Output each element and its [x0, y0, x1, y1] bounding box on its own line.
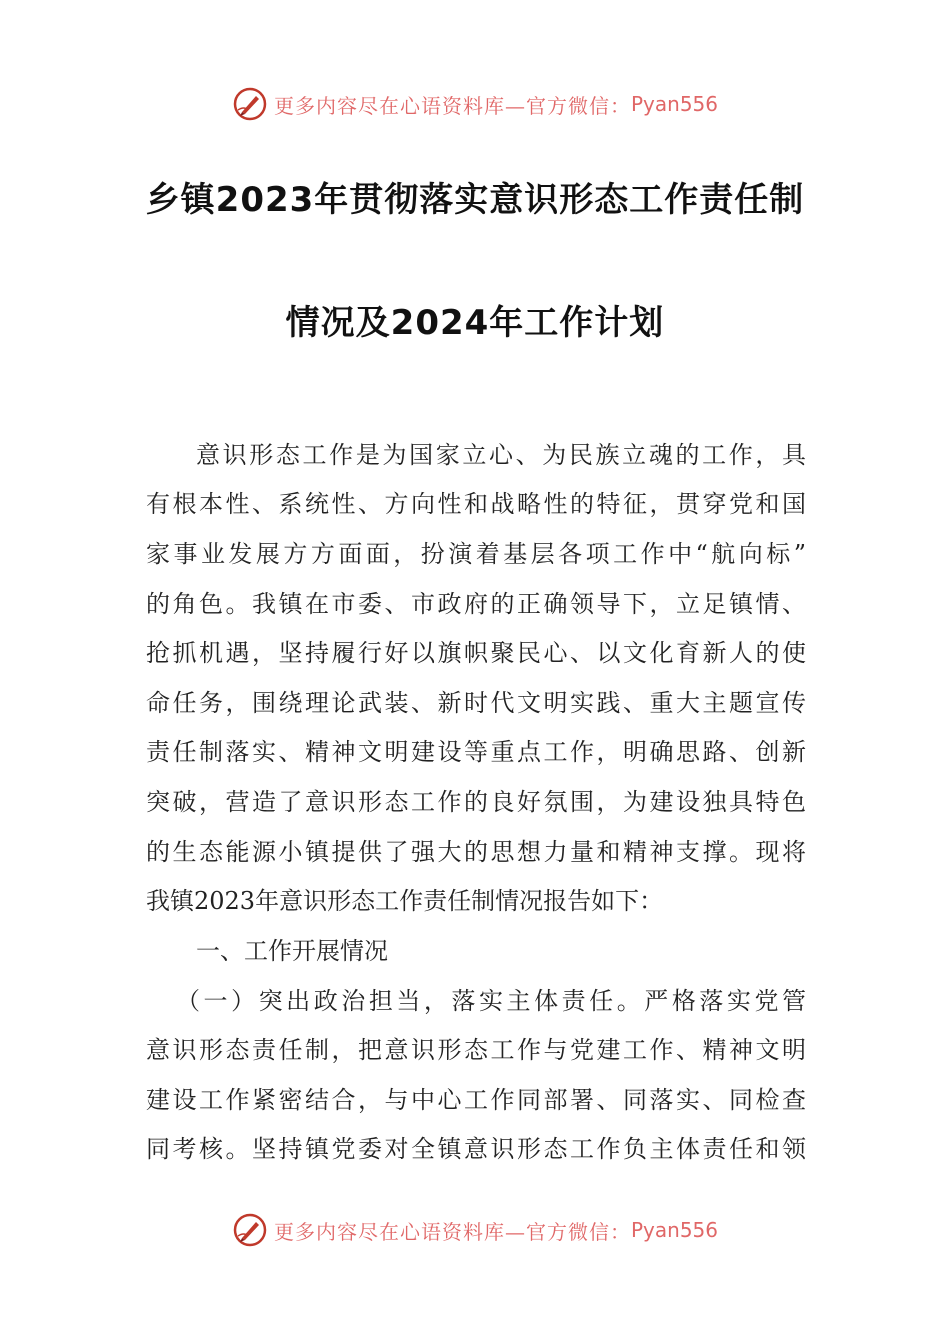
section-heading: 一、工作开展情况	[196, 937, 388, 965]
body-line: 的角色。我镇在市委、市政府的正确领导下，立足镇情、	[146, 590, 806, 618]
body-line: 家事业发展方方面面，扮演着基层各项工作中“航向标”	[146, 540, 806, 568]
body-line: 我镇2023年意识形态工作责任制情况报告如下：	[146, 887, 664, 915]
body-line: 意识形态责任制，把意识形态工作与党建工作、精神文明	[146, 1036, 806, 1064]
pen-logo-icon	[232, 1212, 268, 1248]
body-line: 责任制落实、精神文明建设等重点工作，明确思路、创新	[146, 738, 806, 766]
banner-text: 更多内容尽在心语资料库—官方微信：	[273, 1219, 631, 1244]
document-title-line-1: 乡镇2023年贯彻落实意识形态工作责任制	[145, 180, 805, 220]
body-line: 突破，营造了意识形态工作的良好氛围，为建设独具特色	[146, 788, 806, 816]
footer-watermark-banner	[0, 1210, 950, 1250]
subsection-line: （一）突出政治担当，落实主体责任。严格落实党管	[176, 987, 806, 1015]
body-line: 意识形态工作是为国家立心、为民族立魂的工作，具	[196, 441, 806, 469]
banner-text: 更多内容尽在心语资料库—官方微信：	[273, 93, 631, 118]
header-watermark-banner	[0, 84, 950, 124]
body-line: 命任务，围绕理论武装、新时代文明实践、重大主题宣传	[146, 689, 806, 717]
pen-logo-icon	[232, 86, 268, 122]
document-title-line-2: 情况及2024年工作计划	[285, 303, 665, 343]
body-line: 同考核。坚持镇党委对全镇意识形态工作负主体责任和领	[146, 1135, 806, 1163]
body-line: 有根本性、系统性、方向性和战略性的特征，贯穿党和国	[146, 490, 806, 518]
body-line: 抢抓机遇，坚持履行好以旗帜聚民心、以文化育新人的使	[146, 639, 806, 667]
banner-wechat-handle: Pyan556	[630, 92, 718, 116]
body-line: 的生态能源小镇提供了强大的思想力量和精神支撑。现将	[146, 838, 806, 866]
body-line: 建设工作紧密结合，与中心工作同部署、同落实、同检查	[146, 1086, 806, 1114]
banner-wechat-handle: Pyan556	[630, 1218, 718, 1242]
